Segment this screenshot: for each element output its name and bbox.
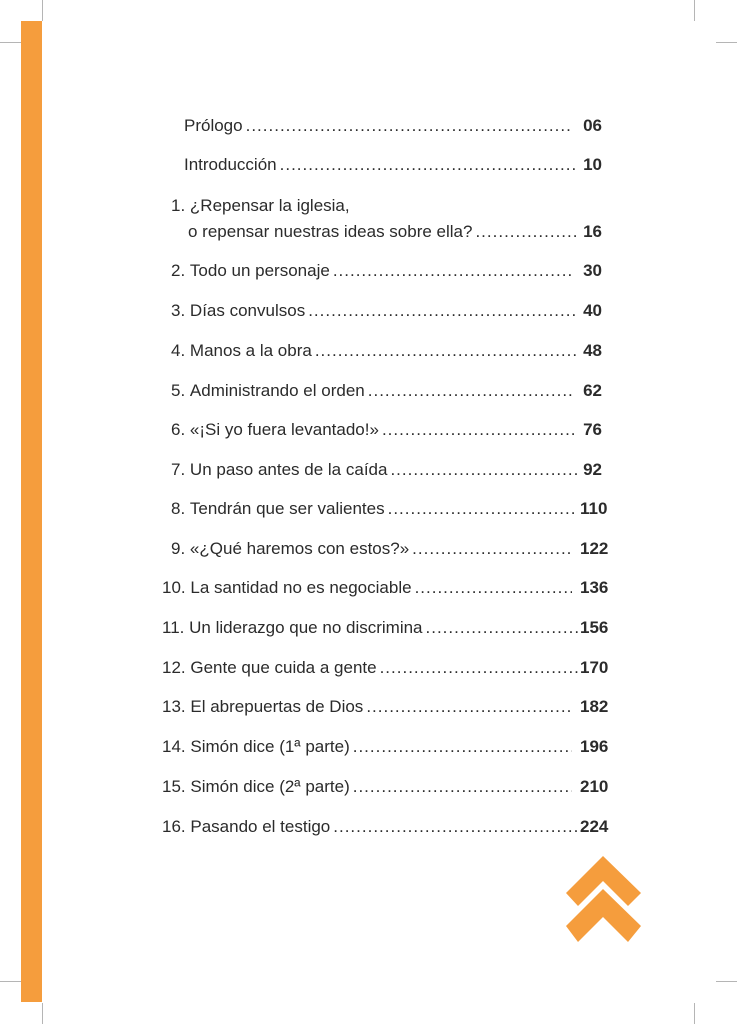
dot-leader <box>308 301 578 321</box>
toc-entry-page: 16 <box>583 222 602 241</box>
toc-entry-4[interactable] <box>171 341 602 361</box>
toc-entry-number: 6. <box>171 420 186 439</box>
toc-entry-page: 62 <box>583 381 602 400</box>
toc-entry-number: 3. <box>171 301 186 320</box>
dot-leader <box>415 578 572 598</box>
toc-entry-page: 136 <box>580 578 609 597</box>
toc-entry-title: Un paso antes de la caída <box>189 460 388 479</box>
toc-entry-title: La santidad no es negociable <box>190 578 412 597</box>
toc-entry-page: 170 <box>580 658 609 677</box>
toc-entry-number: 5. <box>171 381 186 400</box>
toc-entry-page: 156 <box>580 618 609 637</box>
toc-entry-title: Introducción <box>184 155 277 174</box>
toc-entry-page: 40 <box>583 301 602 320</box>
crop-mark-bottom-left-vertical <box>42 1003 43 1024</box>
toc-entry-introduccion[interactable] <box>184 155 602 175</box>
dot-leader <box>368 381 572 401</box>
dot-leader <box>280 155 578 175</box>
toc-entry-title: Prólogo <box>184 116 243 135</box>
toc-entry-number: 14. <box>162 737 186 756</box>
toc-entry-page: 182 <box>580 697 609 716</box>
toc-entry-title: Simón dice (1ª parte) <box>190 737 350 756</box>
toc-entry-1-first-line[interactable] <box>171 196 350 216</box>
toc-entry-number: 11. <box>162 618 185 637</box>
toc-entry-title: Simón dice (2ª parte) <box>190 777 350 796</box>
toc-entry-8[interactable] <box>171 499 608 519</box>
dot-leader <box>388 499 578 519</box>
dot-leader <box>315 341 578 361</box>
toc-entry-3[interactable] <box>171 301 602 321</box>
dot-leader <box>390 460 578 480</box>
toc-entry-number: 16. <box>162 817 186 836</box>
toc-entry-number: 13. <box>162 697 186 716</box>
toc-entry-title: Un liderazgo que no discrimina <box>189 618 423 637</box>
dot-leader <box>333 817 578 837</box>
toc-entry-title: «¿Qué haremos con estos?» <box>189 539 410 558</box>
crop-mark-top-right-vertical <box>694 0 695 21</box>
toc-entry-number: 9. <box>171 539 186 558</box>
toc-entry-page: 06 <box>583 116 602 135</box>
toc-entry-page: 224 <box>580 817 609 836</box>
toc-entry-title-line1: ¿Repensar la iglesia, <box>189 196 350 215</box>
toc-entry-title: «¡Si yo fuera levantado!» <box>189 420 379 439</box>
toc-entry-6[interactable] <box>171 420 602 440</box>
toc-entry-title: Manos a la obra <box>189 341 312 360</box>
toc-entry-number: 8. <box>171 499 186 518</box>
dot-leader <box>412 539 572 559</box>
dot-leader <box>353 777 572 797</box>
toc-entry-page: 48 <box>583 341 602 360</box>
toc-entry-7[interactable] <box>171 460 602 480</box>
dot-leader <box>426 618 578 638</box>
dot-leader <box>246 116 572 136</box>
dot-leader <box>366 697 572 717</box>
crop-mark-top-right-horizontal <box>716 42 737 43</box>
toc-entry-title: El abrepuertas de Dios <box>190 697 364 716</box>
crop-mark-top-left-vertical <box>42 0 43 21</box>
orange-side-bar <box>21 21 42 1002</box>
crop-mark-bottom-left-horizontal <box>0 981 21 982</box>
toc-entry-prologo[interactable] <box>184 116 602 136</box>
crop-mark-bottom-right-vertical <box>694 1003 695 1024</box>
toc-entry-page: 30 <box>583 261 602 280</box>
dot-leader <box>475 222 578 242</box>
toc-entry-title: Todo un personaje <box>189 261 330 280</box>
toc-entry-number: 12. <box>162 658 186 677</box>
toc-entry-number: 15. <box>162 777 186 796</box>
toc-entry-5[interactable] <box>171 381 602 401</box>
toc-entry-2[interactable] <box>171 261 602 281</box>
publisher-logo <box>566 856 641 942</box>
toc-entry-number: 2. <box>171 261 186 280</box>
toc-entry-10[interactable] <box>162 578 609 598</box>
toc-entry-page: 10 <box>583 155 602 174</box>
toc-entry-16[interactable] <box>162 817 609 837</box>
toc-entry-11[interactable] <box>162 618 609 638</box>
crop-mark-bottom-right-horizontal <box>716 981 737 982</box>
toc-entry-15[interactable] <box>162 777 609 797</box>
toc-entry-14[interactable] <box>162 737 609 757</box>
toc-entry-title: Gente que cuida a gente <box>190 658 377 677</box>
toc-entry-page: 92 <box>583 460 602 479</box>
toc-entry-page: 210 <box>580 777 609 796</box>
toc-entry-title: o repensar nuestras ideas sobre ella? <box>188 222 473 241</box>
dot-leader <box>353 737 572 757</box>
toc-entry-title: Días convulsos <box>189 301 306 320</box>
dot-leader <box>333 261 572 281</box>
toc-entry-page: 196 <box>580 737 609 756</box>
dot-leader <box>380 658 578 678</box>
toc-entry-1[interactable] <box>188 222 602 242</box>
toc-entry-page: 110 <box>580 499 608 518</box>
toc-entry-number: 4. <box>171 341 186 360</box>
crop-mark-top-left-horizontal <box>0 42 21 43</box>
toc-entry-title: Administrando el orden <box>189 381 365 400</box>
dot-leader <box>382 420 578 440</box>
toc-entry-number: 7. <box>171 460 186 479</box>
toc-entry-number: 1. <box>171 196 186 215</box>
double-chevron-up-icon <box>566 856 641 942</box>
toc-entry-page: 76 <box>583 420 602 439</box>
toc-entry-number: 10. <box>162 578 186 597</box>
toc-entry-title: Pasando el testigo <box>190 817 331 836</box>
toc-entry-12[interactable] <box>162 658 609 678</box>
toc-entry-13[interactable] <box>162 697 609 717</box>
toc-entry-page: 122 <box>580 539 609 558</box>
toc-entry-title: Tendrán que ser valientes <box>189 499 385 518</box>
toc-entry-9[interactable] <box>171 539 609 559</box>
